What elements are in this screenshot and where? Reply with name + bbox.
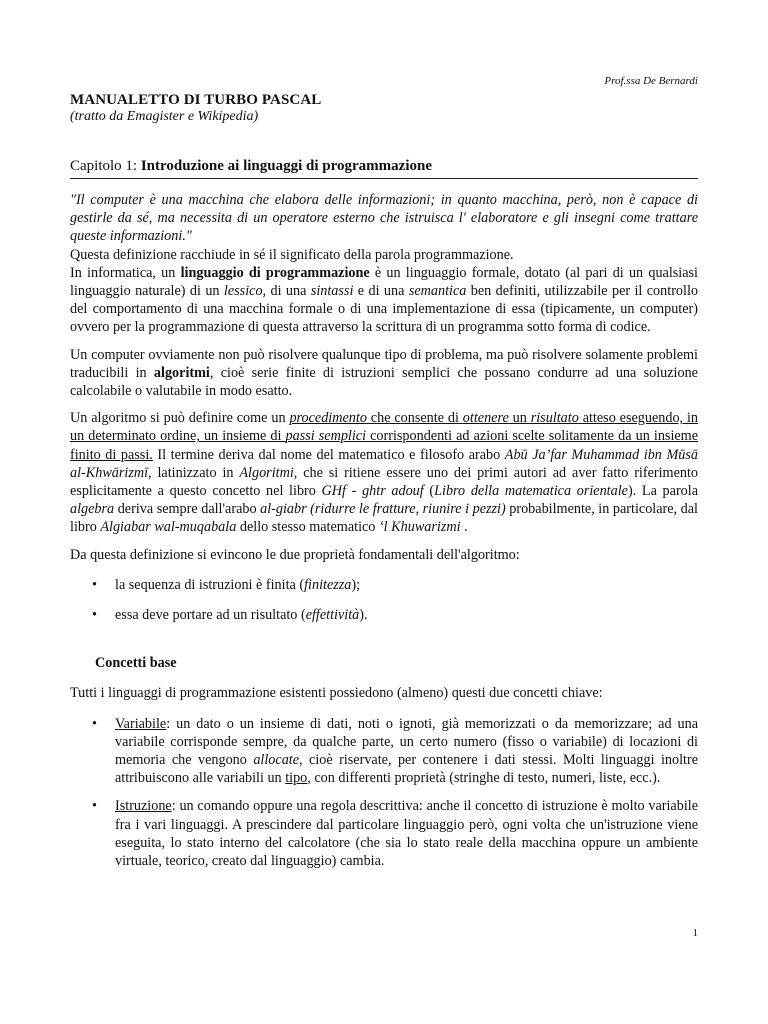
properties-list (70, 576, 698, 624)
chapter-heading (70, 158, 698, 179)
list-item: • la sequenza di istruzioni è finita (finitezza); (92, 576, 361, 593)
section-heading: Concetti base (95, 655, 177, 672)
paragraph-computer: Un computer ovviamente non può risolvere qualunque tipo di problema, ma può risolvere solamente problemi traducibili in algoritmi, cioè serie finite di istruzioni semplici che possano condurre ad una soluzione calcolabile o valutabile in modo esatto. (70, 346, 698, 400)
chapter-title: Introduzione ai linguaggi di programmazione (140, 158, 432, 174)
document-body (70, 191, 698, 870)
paragraph-proprieta: Da questa definizione si evincono le due proprietà fondamentali dell'algoritmo: (70, 546, 520, 563)
document-title: MANUALETTO DI TURBO PASCAL (70, 92, 322, 108)
intro-sentence: Questa definizione racchiude in sé il significato della parola programmazione. (70, 246, 514, 263)
document-subtitle: (tratto da Emagister e Wikipedia) (70, 109, 259, 124)
list-item: • essa deve portare ad un risultato (effettività). (92, 607, 368, 624)
list-item-variabile: • Variabile: un dato o un insieme di dati, noti o ignoti, già memorizzati o da memorizzare; ad una variabile corrisponde sempre, da qualche parte, un certo numero (fisso o variabile) di locazioni di memoria che vengono allocate, cioè riservate, per contenere i dati stessi. Molti linguaggi inoltre attribuiscono alle variabili un tipo, con differenti proprietà (stringhe di testo, numeri, liste, ecc.). (92, 715, 698, 787)
paragraph-linguaggio: In informatica, un linguaggio di programmazione è un linguaggio formale, dotato (al pari di un qualsiasi linguaggio naturale) di un lessico, di una sintassi e di una semantica ben definiti, utilizzabile per il controllo del comportamento di una macchina formale o di una implementazione di essa (tipicamente, un computer) ovvero per la programmazione di questa attraverso la scrittura di un programma sotto forma di codice. (70, 264, 698, 336)
list-item-istruzione: • Istruzione: un comando oppure una regola descrittiva: anche il concetto di istruzione è molto variabile fra i vari linguaggi. A prescindere dal particolare linguaggio però, ogni volta che un'istruzione viene eseguita, lo stato interno del calcolatore (che sia lo stato reale della macchina oppure un ambiente virtuale, teorico, creato dal linguaggio) cambia. (92, 798, 698, 870)
section-intro: Tutti i linguaggi di programmazione esistenti possiedono (almeno) questi due concetti chiave: (70, 685, 603, 702)
concepts-list (70, 715, 698, 871)
author-line: Prof.ssa De Bernardi (604, 75, 698, 87)
chapter-label: Capitolo 1: (70, 158, 138, 174)
paragraph-algoritmo: Un algoritmo si può definire come un procedimento che consente di ottenere un risultato atteso eseguendo, in un determinato ordine, un insieme di passi semplici corrispondenti ad azioni scelte solitamente da un insieme finito di passi. Il termine deriva dal nome del matematico e filosofo arabo Abū Ja’far Muhammad ibn Mūsā al-Khwārizmī, latinizzato in Algoritmi, che si ritiene essere uno dei primi autori ad aver fatto riferimento esplicitamente a questo concetto nel libro GHf - ghtr adouf (Libro della matematica orientale). La parola algebra deriva sempre dall'arabo al-giabr (ridurre le fratture, riunire i pezzi) probabilmente, in particolare, dal libro Algiabar wal-muqabala dello stesso matematico ‘l Khuwarizmi . (70, 410, 699, 536)
page-number: 1 (692, 927, 698, 939)
intro-quote: "Il computer è una macchina che elabora delle informazioni; in quanto macchina, però, non è capace di gestirle da sé, ma necessita di un operatore esterno che istruisca l' elaboratore e gli insegni come trattare queste informazioni." (70, 192, 698, 245)
